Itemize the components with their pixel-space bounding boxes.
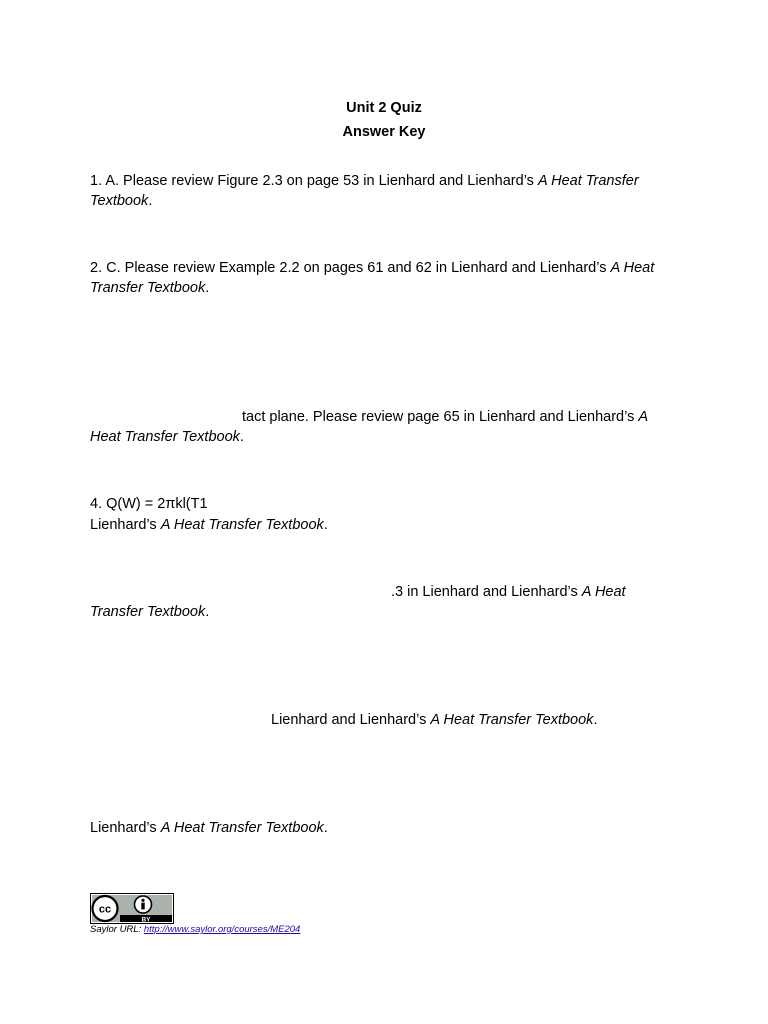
- saylor-url-label: Saylor URL:: [90, 924, 144, 935]
- answer-2-line-2: [90, 278, 209, 298]
- book-title: A Heat Transfer Textbook: [160, 517, 324, 533]
- punctuation: .: [205, 604, 210, 620]
- answer-7-text: Lienhard’s: [90, 820, 161, 836]
- answer-4-formula: 4. Q(W) = 2πkl(T1: [90, 496, 208, 512]
- book-title: A: [638, 409, 649, 425]
- answer-4-line-1: [90, 494, 208, 514]
- punctuation: .: [323, 820, 328, 836]
- cc-text: cc: [98, 903, 112, 916]
- answer-2-line-1: [90, 258, 654, 278]
- answer-3-line-2: [90, 427, 244, 447]
- answer-3-text: tact plane. Please review page 65 in Lienhard and Lienhard’s: [242, 409, 639, 425]
- book-title: Transfer Textbook: [90, 280, 206, 296]
- punctuation: .: [593, 712, 598, 728]
- book-title: A Heat Transfer Textbook: [160, 820, 324, 836]
- answer-6-text: Lienhard and Lienhard’s: [271, 712, 431, 728]
- answer-7-line-1: [90, 818, 328, 838]
- answer-4-line-2: [90, 515, 328, 535]
- answer-2-text: 2. C. Please review Example 2.2 on pages 61 and 62 in Lienhard and Lienhard’s: [90, 260, 611, 276]
- answer-6-line-1: [271, 710, 597, 730]
- saylor-url: [90, 924, 300, 936]
- book-title: A Heat Transfer Textbook: [430, 712, 594, 728]
- answer-5-text: .3 in Lienhard and Lienhard’s: [391, 584, 582, 600]
- page-subtitle: Answer Key: [342, 124, 426, 140]
- book-title: Transfer Textbook: [90, 604, 206, 620]
- punctuation: .: [323, 517, 328, 533]
- answer-4-text: Lienhard’s: [90, 517, 161, 533]
- answer-1-line-2: [90, 191, 152, 211]
- book-title: Textbook: [90, 193, 149, 209]
- answer-1-text: 1. A. Please review Figure 2.3 on page 53 in Lienhard and Lienhard’s: [90, 173, 538, 189]
- book-title: A Heat: [581, 584, 626, 600]
- answer-5-line-1: [391, 582, 626, 602]
- punctuation: .: [239, 429, 244, 445]
- book-title: A Heat: [610, 260, 655, 276]
- book-title: A Heat Transfer: [537, 173, 639, 189]
- page-title: Unit 2 Quiz: [346, 100, 422, 116]
- by-text: BY: [141, 916, 151, 924]
- answer-1-line-1: [90, 171, 639, 191]
- saylor-url-link[interactable]: http://www.saylor.org/courses/ME204: [143, 924, 301, 935]
- creative-commons-by-icon: [90, 893, 174, 924]
- answer-3-line-1: [242, 407, 648, 427]
- book-title: Heat Transfer Textbook: [90, 429, 240, 445]
- answer-5-line-2: [90, 602, 209, 622]
- punctuation: .: [205, 280, 210, 296]
- punctuation: .: [148, 193, 153, 209]
